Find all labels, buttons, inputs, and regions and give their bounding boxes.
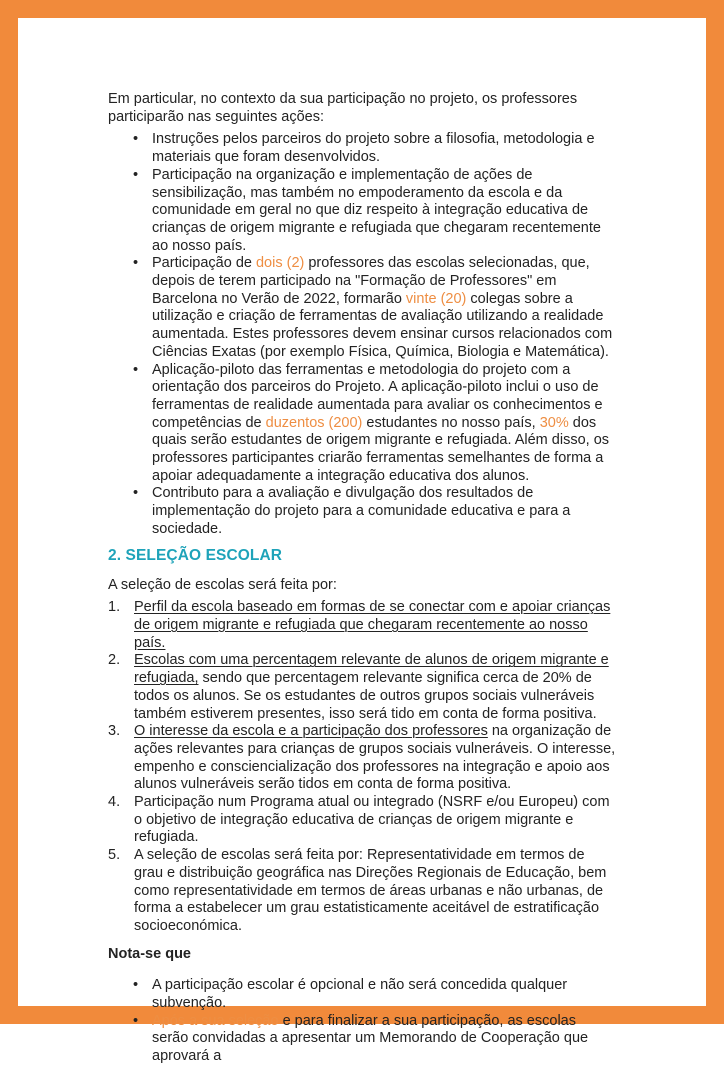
text-segment: sendo que percentagem relevante significa cerca de 20% de todos os alunos. Se os estudantes de outros grupos sociais vulneráveis também estiverem presentes, isso será tido em conta de forma positiva.	[134, 670, 597, 722]
text-segment: na organização de ações relevantes para crianças de grupos sociais vulneráveis. O interesse, empenho e consciencialização dos professores na integração e apoio aos alunos vulneráveis serão tidos em conta de forma positiva.	[134, 723, 616, 793]
document-page	[18, 18, 706, 1065]
criteria-list	[108, 599, 616, 935]
text-segment: Participação na organização e implementação de ações de sensibilização, mas também no empoderamento da escola e da comunidade em geral no que diz respeito à integração educativa de crianças de origem migrante e refugiada que chegaram recentemente ao nosso país.	[152, 166, 601, 254]
section-lead: A seleção de escolas será feita por:	[108, 576, 337, 593]
text-segment-underline: Escolas com uma percentagem relevante de alunos de origem migrante e refugiada,	[134, 652, 609, 687]
list-item	[152, 1013, 616, 1066]
list-item	[134, 599, 616, 652]
text-segment: A seleção de escolas será feita por: Representatividade em termos de grau e distribuição geográfica nas Direções Regionais de Educação, bem como representatividade em termos de áreas urbanas e não urbanas, de forma a estabelecer um grau estatisticamente aceitável de estratificação socioeconómica.	[134, 847, 607, 934]
actions-list	[108, 131, 616, 538]
text-segment-orange: dois (2)	[255, 255, 305, 272]
text-segment-underline: Perfil da escola baseado em formas de se conectar com e apoiar crianças de origem migrante e refugiada que chegaram recentemente ao nosso país.	[134, 599, 611, 651]
list-item	[152, 131, 616, 166]
list-item	[152, 485, 616, 538]
list-item	[134, 652, 616, 723]
note-heading: Nota-se que	[108, 945, 191, 962]
list-item	[134, 723, 616, 794]
text-segment-underline: O interesse da escola e a participação dos professores	[134, 723, 488, 740]
text-segment: Instruções pelos parceiros do projeto sobre a filosofia, metodologia e materiais que foram desenvolvidos.	[152, 131, 595, 166]
text-segment: Contributo para a avaliação e divulgação dos resultados de implementação do projeto para a comunidade educativa e para a sociedade.	[152, 485, 571, 537]
text-segment: e para finalizar a sua participação, as escolas serão convidadas a apresentar um Memorando de Cooperação que aprovará a	[152, 1012, 589, 1065]
text-segment: Em particular, no contexto da sua participação no projeto, os professores participarão nas seguintes ações:	[108, 91, 578, 125]
list-item	[152, 977, 616, 1012]
text-segment: Participação de	[152, 255, 256, 272]
text-segment: colegas sobre a utilização e criação de ferramentas de avaliação utilizando a realidade aumentada. Estes professores devem ensinar cursos relacionados com Ciências Exatas (por exemplo Física, Química, Biologia e Matemática).	[152, 290, 613, 360]
text-segment-orange: 30%	[539, 414, 569, 431]
note-list	[108, 977, 616, 1066]
section-heading: 2. SELEÇÃO ESCOLAR	[108, 546, 283, 564]
text-segment-orange: vinte (20)	[405, 290, 467, 307]
list-item	[152, 167, 616, 256]
text-segment: A participação escolar é opcional e não será concedida qualquer subvenção.	[152, 977, 568, 1012]
text-segment: Participação num Programa atual ou integrado (NSRF e/ou Europeu) com o objetivo de integração educativa de crianças de origem migrante e refugiada.	[134, 794, 610, 846]
text-segment: Aplicação-piloto das ferramentas e metodologia do projeto com a orientação dos parceiros do Projeto. A aplicação-piloto inclui o uso de ferramentas de realidade aumentada para avaliar os conhecimentos e competências de	[152, 361, 603, 431]
list-item	[134, 847, 616, 936]
list-item	[152, 362, 616, 486]
intro-paragraph	[108, 91, 616, 126]
text-segment: dos quais serão estudantes de origem migrante e refugiada. Além disso, os professores participantes criarão ferramentas semelhantes de forma a apoiar adequadamente a integração educativa dos alunos.	[152, 414, 610, 484]
text-segment: professores das escolas selecionadas, que, depois de terem participado na "Formação de Professores" em Barcelona no Verão de 2022, formarão	[152, 255, 590, 307]
text-segment: estudantes no nosso país,	[362, 414, 540, 431]
list-item	[152, 255, 616, 361]
list-item	[134, 794, 616, 847]
text-segment-orange: Após a sua seleção	[152, 1012, 279, 1029]
text-segment-orange: duzentos (200)	[265, 414, 363, 431]
